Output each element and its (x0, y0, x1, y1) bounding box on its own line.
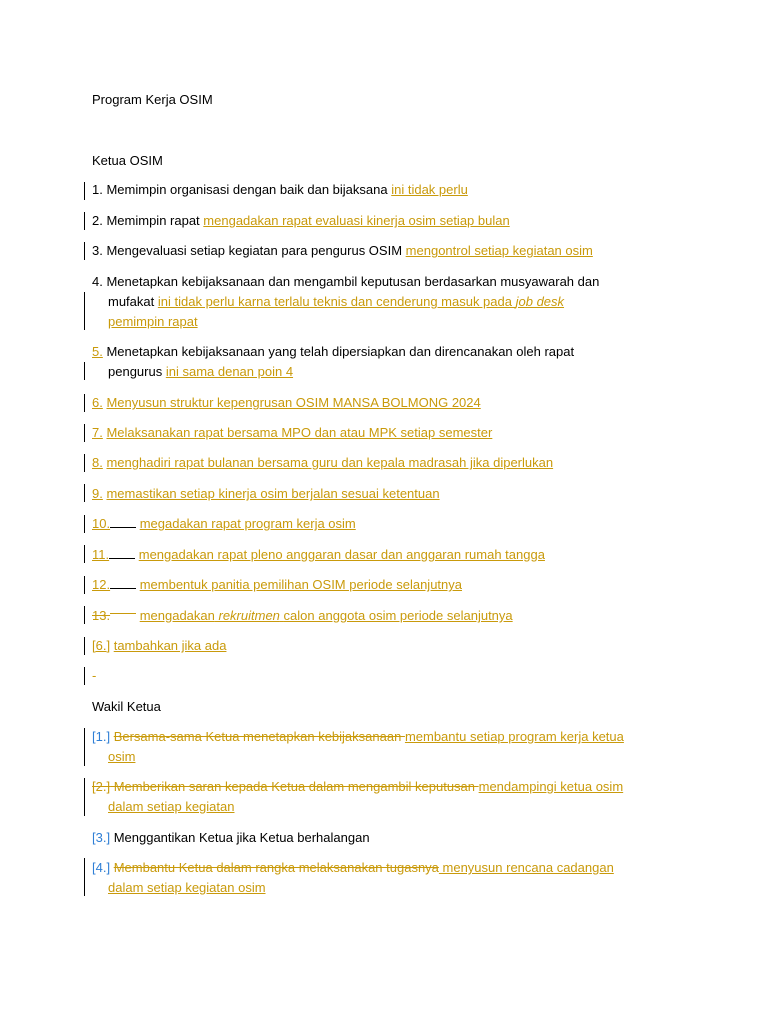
tracked-comment: mengadakan rapat evaluasi kinerja osim setiap bulan (203, 213, 510, 228)
list-item (92, 545, 545, 565)
list-item (92, 342, 574, 362)
item-number: 13. (92, 608, 111, 623)
list-item-continuation (108, 797, 234, 817)
deleted-text: Memberikan saran kepada Ketua dalam mengambil keputusan (110, 779, 479, 794)
item-text: Memimpin rapat (106, 213, 200, 228)
item-number: 1. (92, 182, 103, 197)
item-number: [3.] (92, 830, 111, 845)
item-number: 4. (92, 274, 103, 289)
item-number: 11. (92, 547, 110, 562)
list-item (92, 453, 553, 473)
list-item (92, 272, 599, 292)
change-bar (84, 292, 85, 330)
item-number: [6.] (92, 638, 111, 653)
list-item-continuation (108, 747, 135, 767)
item-number: 12. (92, 577, 111, 592)
item-text: Menyusun struktur kepengrusan OSIM MANSA BOLMONG 2024 (106, 395, 481, 410)
change-bar (84, 545, 85, 563)
deleted-text: Bersama-sama Ketua menetapkan kebijaksanaan (113, 729, 405, 744)
item-number: 3. (92, 243, 103, 258)
tracked-comment: pemimpin rapat (108, 314, 198, 329)
item-number: 8. (92, 455, 103, 470)
item-number: 9. (92, 486, 103, 501)
item-text: mengadakan rekruitmen calon anggota osim periode selanjutnya (139, 608, 513, 623)
list-item (92, 423, 492, 443)
list-item (92, 211, 510, 231)
inserted-text: dalam setiap kegiatan osim (108, 880, 266, 895)
change-bar (84, 667, 85, 685)
list-item (92, 575, 462, 595)
empty-dash-line: - (92, 668, 97, 683)
list-item-continuation (108, 362, 293, 382)
inserted-text: osim (108, 749, 136, 764)
item-text: menghadiri rapat bulanan bersama guru dan kepala madrasah jika diperlukan (106, 455, 554, 470)
tracked-comment: ini tidak perlu karna terlalu teknis dan cenderung masuk pada job desk (157, 294, 565, 309)
list-item-continuation (108, 312, 198, 332)
document-title: Program Kerja OSIM (92, 92, 213, 107)
item-text: megadakan rapat program kerja osim (139, 516, 356, 531)
item-text: membentuk panitia pemilihan OSIM periode selanjutnya (139, 577, 462, 592)
change-bar (84, 242, 85, 260)
wakil-heading: Wakil Ketua (92, 699, 161, 714)
change-bar (84, 484, 85, 502)
change-bar (84, 606, 85, 624)
item-text: pengurus (108, 364, 163, 379)
item-text: Menetapkan kebijaksanaan yang telah dipersiapkan dan direncanakan oleh rapat (106, 344, 575, 359)
change-bar (84, 182, 85, 200)
change-bar (84, 394, 85, 412)
item-number: [4.] (92, 860, 111, 875)
deleted-text: Membantu Ketua dalam rangka melaksanakan tugasnya (113, 860, 439, 875)
change-bar (84, 362, 85, 380)
item-text: tambahkan jika ada (113, 638, 227, 653)
item-text: memastikan setiap kinerja osim berjalan sesuai ketentuan (106, 486, 440, 501)
inserted-text: menyusun rencana cadangan (438, 860, 614, 875)
change-bar (84, 424, 85, 442)
item-text: mengadakan rapat pleno anggaran dasar dan anggaran rumah tangga (138, 547, 545, 562)
item-number: [1.] (92, 729, 111, 744)
list-item (92, 606, 513, 626)
item-text: Melaksanakan rapat bersama MPO dan atau MPK setiap semester (106, 425, 493, 440)
tracked-comment: mengontrol setiap kegiatan osim (405, 243, 593, 258)
change-bar (84, 515, 85, 533)
item-text: Mengevaluasi setiap kegiatan para pengurus OSIM (106, 243, 403, 258)
change-bar (84, 728, 85, 766)
tracked-comment: ini tidak perlu (391, 182, 468, 197)
list-item (92, 636, 226, 656)
item-number: 5. (92, 344, 103, 359)
list-item (92, 828, 370, 848)
change-bar (84, 576, 85, 594)
item-number: 2. (92, 213, 103, 228)
item-number: 6. (92, 395, 103, 410)
list-item (92, 180, 468, 200)
item-number: 10. (92, 516, 111, 531)
item-text: mufakat (108, 294, 155, 309)
inserted-text: dalam setiap kegiatan (108, 799, 235, 814)
list-item (92, 858, 614, 878)
item-text: Menggantikan Ketua jika Ketua berhalangan (113, 830, 370, 845)
list-item (92, 241, 593, 261)
change-bar (84, 212, 85, 230)
tracked-comment: ini sama denan poin 4 (165, 364, 294, 379)
list-item (92, 777, 623, 797)
list-item (92, 727, 624, 747)
list-item (92, 514, 356, 534)
item-text: Memimpin organisasi dengan baik dan bijaksana (106, 182, 388, 197)
item-text: Menetapkan kebijaksanaan dan mengambil keputusan berdasarkan musyawarah dan (106, 274, 600, 289)
list-item-continuation (108, 292, 564, 312)
change-bar (84, 637, 85, 655)
change-bar (84, 454, 85, 472)
inserted-text: mendampingi ketua osim (478, 779, 624, 794)
item-number: 7. (92, 425, 103, 440)
list-item (92, 484, 440, 504)
inserted-text: membantu setiap program kerja ketua (404, 729, 624, 744)
change-bar (84, 858, 85, 896)
item-number: [2.] (92, 779, 111, 794)
change-bar (84, 778, 85, 816)
list-item-continuation (108, 878, 266, 898)
ketua-heading: Ketua OSIM (92, 153, 163, 168)
list-item (92, 393, 481, 413)
